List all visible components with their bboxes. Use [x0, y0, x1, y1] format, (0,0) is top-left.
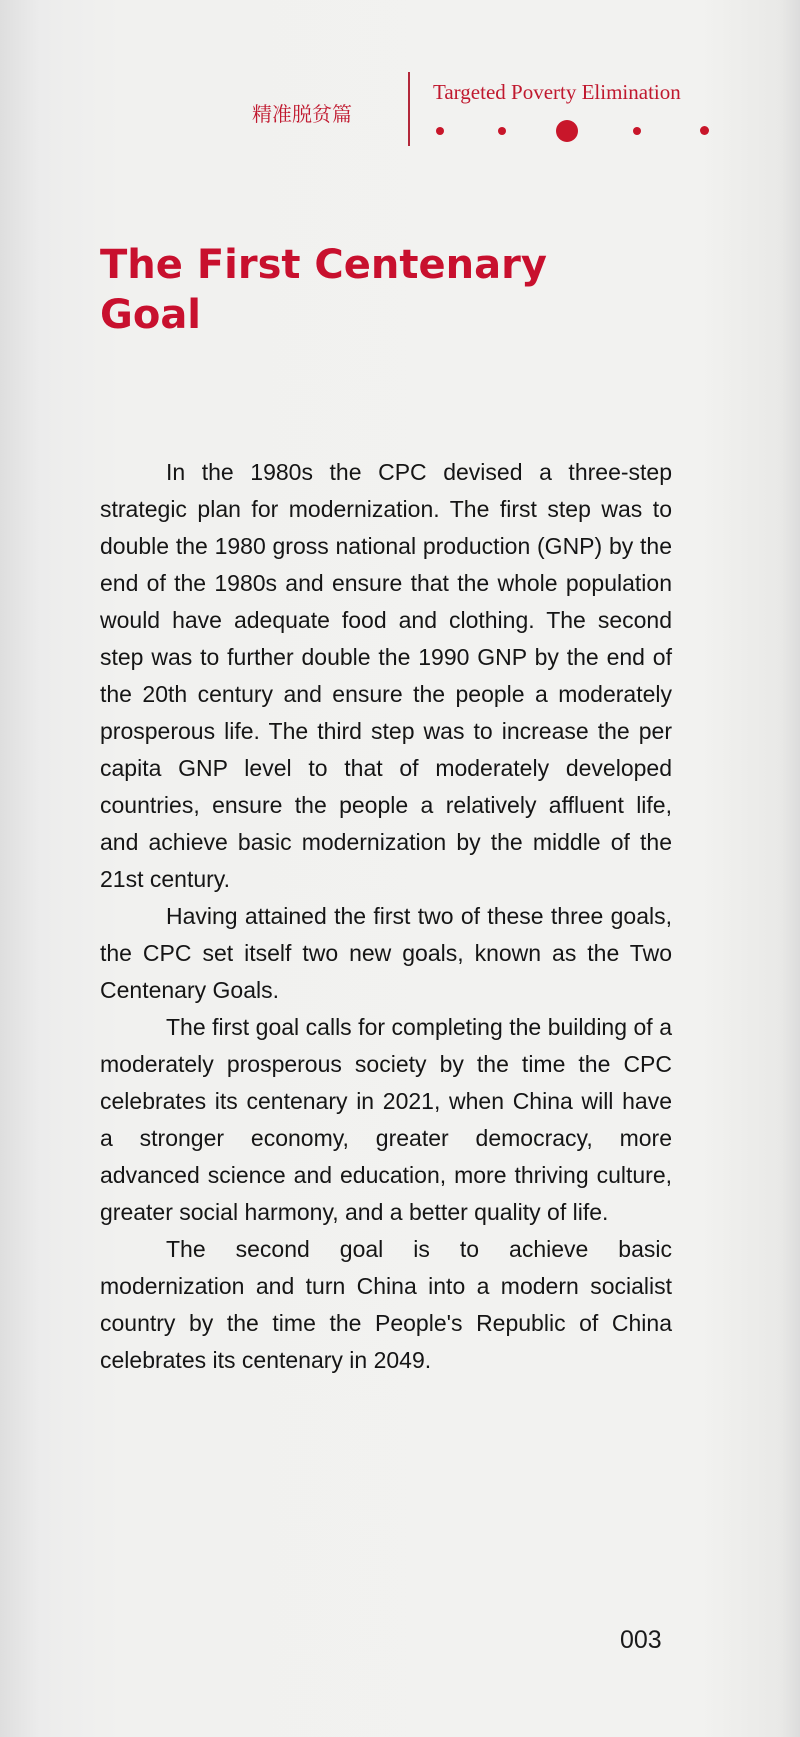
page-number: 003 — [620, 1626, 662, 1654]
article-title: The First Centenary Goal — [100, 242, 547, 338]
paragraph-3: The first goal calls for completing the building of a moderately prosperous society by the time the CPC celebrates its centenary in 2021, when China will have a stronger economy, greater democracy, more advanced science and education, more thriving culture, greater social harmony, and a better quality of life. — [100, 1014, 672, 1225]
progress-dot-2 — [498, 127, 506, 135]
article-body — [100, 454, 672, 1379]
progress-dot-4 — [633, 127, 641, 135]
paragraph-1: In the 1980s the CPC devised a three-step strategic plan for modernization. The first step was to double the 1980 gross national production (GNP) by the end of the 1980s and ensure that the whole population would have adequate food and clothing. The second step was to further double the 1990 GNP by the end of the 20th century and ensure the people a moderately prosperous life. The third step was to increase the per capita GNP level to that of moderately developed countries, ensure the people a relatively affluent life, and achieve basic modernization by the middle of the 21st century. — [100, 459, 672, 892]
paragraph-2: Having attained the first two of these three goals, the CPC set itself two new goals, known as the Two Centenary Goals. — [100, 903, 672, 1003]
progress-dot-5 — [700, 126, 709, 135]
page-header — [0, 0, 800, 160]
section-title-english: Targeted Poverty Elimination — [433, 80, 681, 104]
progress-dot-1 — [436, 127, 444, 135]
progress-dot-current — [556, 120, 578, 142]
paragraph-4: The second goal is to achieve basic modernization and turn China into a modern socialist country by the time the People's Republic of China celebrates its centenary in 2049. — [100, 1236, 672, 1373]
section-title-chinese: 精准脱贫篇 — [252, 102, 352, 126]
section-progress-dots — [432, 118, 712, 144]
header-divider — [408, 72, 410, 146]
